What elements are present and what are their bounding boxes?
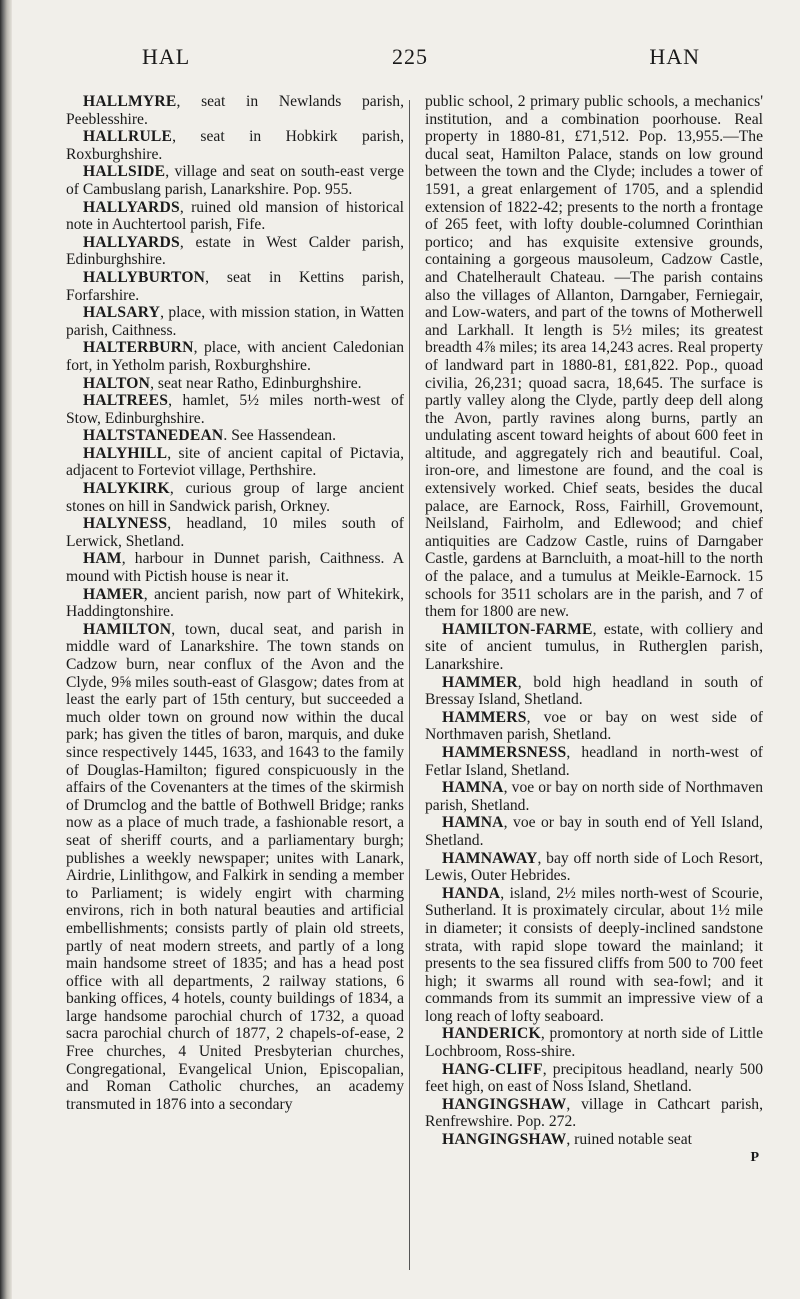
gazetteer-entry — [66, 445, 404, 480]
entry-headword: HAM — [83, 550, 122, 568]
entry-headword: HAMNAWAY — [442, 849, 538, 867]
gazetteer-entry — [66, 163, 404, 198]
entry-text: . See Hassendean. — [223, 427, 336, 445]
gazetteer-entry — [425, 814, 763, 849]
gazetteer-entry — [425, 709, 763, 744]
entry-text: , seat in Hobkirk parish, Roxburghshire. — [66, 128, 404, 163]
entry-headword: HANGINGSHAW — [442, 1131, 567, 1149]
entry-text: , precipitous headland, nearly 500 feet high, on east of Noss Island, Shetland. — [425, 1060, 763, 1096]
entry-headword: HALLRULE — [83, 128, 173, 146]
gazetteer-entry — [66, 480, 404, 515]
gazetteer-entry — [66, 339, 404, 374]
gazetteer-entry — [425, 93, 763, 621]
header-left-guide: HAL — [142, 44, 191, 69]
entry-text: , island, 2½ miles north-west of Scourie, Sutherland. It is proximately circular, about 1½ mile in diameter; it consists of deeply-inclined sandstone strata, with rapid slope toward the mainland; it presents to the sea fissured cliffs from 500 to 700 feet high; it swarms all round with sea-fowl; and it commands from its summit an impressive view of a long reach of lofty seaboard. — [425, 884, 763, 1025]
entry-text: , promontory at north side of Little Lochbroom, Ross-shire. — [425, 1025, 763, 1061]
gazetteer-entry — [425, 850, 763, 885]
entry-headword: HALLMYRE — [83, 93, 177, 110]
entry-headword: HAMNA — [442, 779, 504, 797]
entry-headword: HAMNA — [442, 814, 504, 832]
entry-headword: HALTERBURN — [83, 339, 194, 357]
entry-text: , headland in north-west of Fetlar Island, Shetland. — [425, 743, 763, 779]
entry-text: , site of ancient capital of Pictavia, adjacent to Forteviot village, Perthshire. — [66, 444, 404, 480]
entry-text: , seat near Ratho, Edinburghshire. — [150, 374, 362, 392]
gazetteer-entry — [425, 779, 763, 814]
entry-text: , seat in Newlands parish, Peeblesshire. — [66, 93, 404, 128]
entry-headword: HALLSIDE — [83, 163, 166, 181]
entry-text: , voe or bay on west side of Northmaven parish, Shetland. — [425, 708, 763, 744]
entry-text: , hamlet, 5½ miles north-west of Stow, Edinburghshire. — [66, 392, 404, 427]
gazetteer-entry — [425, 1025, 763, 1060]
book-spine-shadow — [0, 0, 12, 1299]
gazetteer-entry — [425, 885, 763, 1026]
entry-headword: HALYNESS — [83, 515, 168, 533]
gazetteer-entry — [66, 550, 404, 585]
running-header — [60, 44, 760, 78]
gazetteer-entry — [66, 586, 404, 621]
entry-text: , ancient parish, now part of Whitekirk, Haddingtonshire. — [66, 585, 404, 621]
entry-headword: HAMILTON — [83, 620, 172, 638]
entry-headword: HANDERICK — [442, 1025, 541, 1043]
entry-headword: HALLYARDS — [83, 198, 180, 216]
entry-headword: HALTON — [83, 374, 151, 392]
gazetteer-entry — [425, 1096, 763, 1131]
entry-text: , town, ducal seat, and parish in middle ward of Lanarkshire. The town stands on Cadzow burn, near conflux of the Avon and the Clyde, 9⅝ miles south-east of Glasgow; dates from at least the early part of 15th century, but succeeded a much older town on ground now within the ducal park; has given the titles of baron, marquis, and duke since respectively 1445, 1633, and 1643 to the family of Douglas-Hamilton; figured conspicuously in the affairs of the Covenanters at the times of the skirmish of Drumclog and the battle of Bothwell Bridge; ranks now as a place of much trade, a fashionable resort, a seat of sheriff courts, and a parliamentary burgh; publishes a weekly newspaper; unites with Lanark, Airdrie, Linlithgow, and Falkirk in sending a member to Parliament; is widely engirt with charming environs, rich in both natural beauties and artificial embellishments; consists partly of plain old streets, partly of neat modern streets, and partly of a long main handsome street of 1835; and has a head post office with all departments, 2 railway stations, 6 banking offices, 4 hotels, county buildings of 1834, a large handsome parochial church of 1732, a quoad sacra parochial church of 1877, 2 chapels-of-ease, 2 Free churches, 4 United Presbyterian churches, Congregational, Evangelical Union, Episcopalian, and Roman Catholic churches, an academy transmuted in 1876 into a secondary — [66, 620, 404, 1113]
gazetteer-entry — [66, 621, 404, 1114]
entry-headword: HALYHILL — [83, 444, 168, 462]
entry-text: , harbour in Dunnet parish, Caithness. A mound with Pictish house is near it. — [66, 550, 404, 586]
entry-text: , village in Cathcart parish, Renfrewshire. Pop. 272. — [425, 1095, 763, 1131]
entry-text: , bay off north side of Loch Resort, Lewis, Outer Hebrides. — [425, 849, 763, 885]
gazetteer-entry — [66, 234, 404, 269]
entry-text: , voe or bay on north side of Northmaven parish, Shetland. — [425, 779, 763, 814]
entry-headword: HANGINGSHAW — [442, 1095, 567, 1113]
entry-text: , ruined old mansion of historical note in Auchtertool parish, Fife. — [66, 198, 404, 234]
entry-headword: HALSARY — [83, 304, 161, 322]
left-column — [66, 93, 404, 1113]
entry-text: , village and seat on south-east verge of Cambuslang parish, Lanarkshire. Pop. 955. — [66, 163, 404, 198]
entry-text: , estate, with colliery and site of ancient tumulus, in Rutherglen parish, Lanarkshire. — [425, 620, 763, 673]
header-right-guide: HAN — [649, 44, 700, 69]
entry-headword: HANDA — [442, 884, 501, 902]
gazetteer-entry — [425, 744, 763, 779]
entry-text: , place, with mission station, in Watten parish, Caithness. — [66, 304, 404, 339]
entry-text: public school, 2 primary public schools, a mechanics' institution, and a combination poorhouse. Real property in 1880-81, £71,512. Pop. 13,955.—The ducal seat, Hamilton Palace, stands on low ground between the town and the Clyde; includes a tower of 1591, a great enlargement of 1705, and a splendid extension of 1822-42; presents to the north a frontage of 265 feet, with lofty double-columned Corinthian portico; and has exquisite extensive grounds, containing a gorgeous mausoleum, Cadzow Castle, and Chatelherault Chateau. —The parish contains also the villages of Allanton, Darngaber, Ferniegair, and Low-waters, and part of the towns of Motherwell and Larkhall. It length is 5½ miles; its greatest breadth 4⅞ miles; its area 14,243 acres. Real property of landward part in 1880-81, £81,822. Pop., quoad civilia, 26,231; quoad sacra, 18,645. The surface is partly valley along the Clyde, partly deep dell along the Avon, partly ravines along burns, partly an undulating ascent toward heights of about 600 feet in altitude, and aggregately rich and beautiful. Coal, iron-ore, and limestone are found, and the coal is extensively worked. Chief seats, besides the ducal palace, are Earnock, Ross, Fairhill, Grovemount, Neilsland, Fairholm, and Edlewood; and chief antiquities are Cadzow Castle, ruins of Darngaber Castle, gardens at Barncluith, a moat-hill to the north of the palace, and a tumulus at Meikle-Earnock. 15 schools for 3511 scholars are in the parish, and 7 of them for 1800 are new. — [425, 93, 763, 621]
gazetteer-entry — [66, 375, 404, 393]
entry-text: , place, with ancient Caledonian fort, in Yetholm parish, Roxburghshire. — [66, 339, 404, 374]
gazetteer-entry — [66, 93, 404, 128]
entry-text: , seat in Kettins parish, Forfarshire. — [66, 268, 404, 304]
gazetteer-entry — [66, 269, 404, 304]
entry-headword: HAMMERSNESS — [442, 743, 567, 761]
gazetteer-entry — [425, 674, 763, 709]
entry-headword: HAMILTON-FARME — [442, 620, 593, 638]
entry-headword: HANG-CLIFF — [442, 1060, 543, 1078]
entry-text: , curious group of large ancient stones on hill in Sandwick parish, Orkney. — [66, 480, 404, 515]
gazetteer-entry — [66, 304, 404, 339]
gazetteer-entry — [66, 515, 404, 550]
gazetteer-entry — [66, 392, 404, 427]
page-number: 225 — [392, 44, 428, 69]
entry-headword: HALYKIRK — [83, 480, 170, 498]
entry-headword: HALLYARDS — [83, 233, 180, 251]
entry-headword: HALTREES — [83, 392, 169, 410]
entry-text: , voe or bay in south end of Yell Island, Shetland. — [425, 814, 763, 849]
entry-text: , ruined notable seat — [566, 1131, 692, 1149]
gazetteer-entry — [66, 199, 404, 234]
entry-headword: HALLYBURTON — [83, 268, 206, 286]
entry-text: , bold high headland in south of Bressay Island, Shetland. — [425, 673, 763, 709]
entry-headword: HAMMERS — [442, 708, 527, 726]
gazetteer-entry — [66, 427, 404, 445]
gazetteer-entry — [66, 128, 404, 163]
right-column — [425, 93, 763, 1166]
signature-mark: P — [750, 1149, 759, 1165]
entry-headword: HAMER — [83, 585, 144, 603]
entry-text: , estate in West Calder parish, Edinburghshire. — [66, 233, 404, 269]
entry-headword: HALTSTANEDEAN — [83, 427, 224, 445]
column-divider — [409, 100, 410, 1270]
entry-text: , headland, 10 miles south of Lerwick, Shetland. — [66, 515, 404, 550]
entry-headword: HAMMER — [442, 673, 518, 691]
gazetteer-entry — [425, 621, 763, 674]
gazetteer-entry — [425, 1061, 763, 1096]
gazetteer-entry — [425, 1131, 763, 1149]
